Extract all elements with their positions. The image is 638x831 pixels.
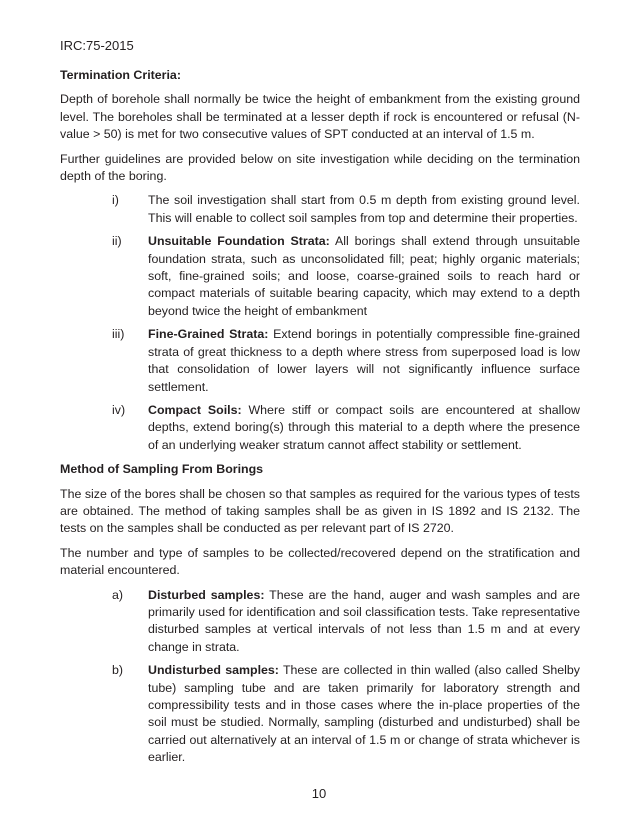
sampling-paragraph-1: The size of the bores shall be chosen so that samples as required for the various types of tests are obtained. The method of taking samples shall be as given in IS 1892 and IS 2132. The tests on the samples shall be conducted as per relevant part of IS 2720. xyxy=(60,486,580,536)
list-item-body xyxy=(148,192,580,227)
page-content xyxy=(60,67,580,774)
list-marker: i) xyxy=(112,193,119,208)
list-marker: iii) xyxy=(112,327,125,342)
list-item-term: Unsuitable Foundation Strata: xyxy=(148,234,330,249)
list-item xyxy=(60,233,580,320)
list-item-body xyxy=(148,233,580,320)
page-number: 10 xyxy=(311,786,327,801)
list-item xyxy=(60,587,580,657)
list-item-body xyxy=(148,326,580,396)
sampling-list xyxy=(60,587,580,767)
list-item-term: Compact Soils: xyxy=(148,402,242,417)
termination-list xyxy=(60,192,580,454)
list-item-body xyxy=(148,587,580,657)
list-item-text: All borings shall extend through unsuitable foundation strata, such as unconsolidated fill; peat; highly organic materials; soft, fine-grained soils; and loose, coarse-grained soils to reach hard or compact materials of suitable bearing capacity, which may extend to a depth beyond twice the height of embankment xyxy=(148,234,580,318)
list-item-text: Where stiff or compact soils are encountered at shallow depths, extend boring(s) through this material to a depth where the presence of an underlying weaker stratum cannot affect stability or settlement. xyxy=(148,402,580,452)
list-item-text: These are the hand, auger and wash samples and are primarily used for identification and soil classification tests. Take representative disturbed samples at vertical intervals of not less than 1.5 m and at every change in strata. xyxy=(148,587,580,654)
list-marker: ii) xyxy=(112,234,122,249)
list-marker: a) xyxy=(112,587,124,602)
list-item-term: Disturbed samples: xyxy=(148,587,265,602)
sampling-heading: Method of Sampling From Borings xyxy=(60,462,264,477)
list-item-text: Extend borings in potentially compressible fine-grained strata of great thickness to a depth where stress from superposed load is low that consolidation of lower layers will not significantly influence surface settlement. xyxy=(148,327,580,394)
list-item xyxy=(60,402,580,454)
list-item-body xyxy=(148,662,580,766)
list-item xyxy=(60,326,580,396)
list-item xyxy=(60,192,580,227)
list-item-term: Undisturbed samples: xyxy=(148,663,279,678)
list-marker: iv) xyxy=(112,402,126,417)
list-item-text: The soil investigation shall start from 0.5 m depth from existing ground level. This will enable to collect soil samples from top and determine their properties. xyxy=(148,193,580,225)
list-item-body xyxy=(148,402,580,454)
list-item-term: Fine-Grained Strata: xyxy=(148,327,269,342)
termination-heading: Termination Criteria: xyxy=(60,68,181,82)
termination-paragraph-2: Further guidelines are provided below on site investigation while deciding on the termination depth of the boring. xyxy=(60,151,580,184)
list-item xyxy=(60,662,580,766)
sampling-paragraph-2: The number and type of samples to be collected/recovered depend on the stratification and material encountered. xyxy=(60,545,580,578)
document-code: IRC:75-2015 xyxy=(60,38,134,53)
list-marker: b) xyxy=(112,663,124,678)
termination-paragraph-1: Depth of borehole shall normally be twice the height of embankment from the existing ground level. The boreholes shall be terminated at a lesser depth if rock is encountered or refusal (N-value > 50) is met for two consecutive values of SPT conducted at an interval of 1.5 m. xyxy=(60,92,580,142)
list-item-text: These are collected in thin walled (also called Shelby tube) sampling tube and are taken primarily for laboratory strength and compressibility tests and in those cases where the in-place properties of the soil must be studied. Normally, sampling (disturbed and undisturbed) shall be carried out alternatively at an interval of 1.5 m or change of strata whichever is earlier. xyxy=(148,663,580,765)
